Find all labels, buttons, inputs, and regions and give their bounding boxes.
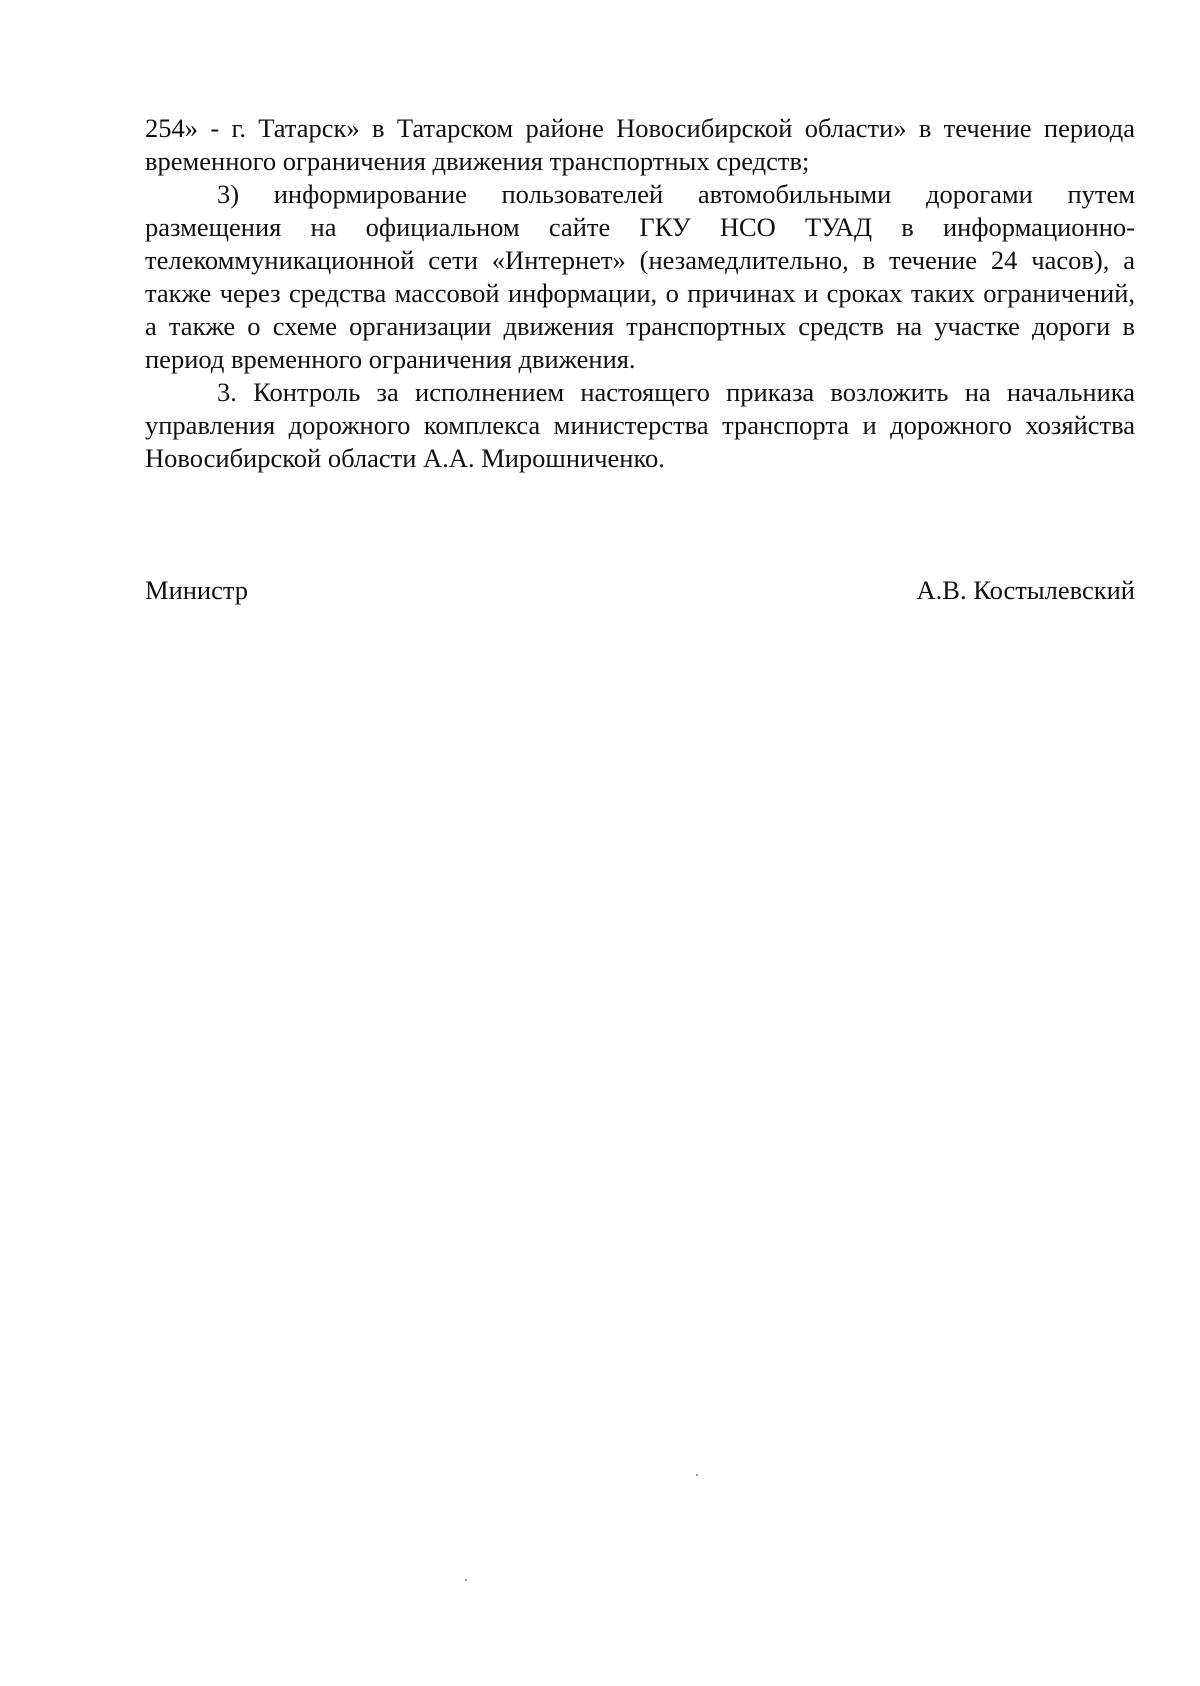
paragraph-continuation: 254» - г. Татарск» в Татарском районе Новосибирской области» в течение периода временного ограничения движения транспортных средств; (145, 113, 1135, 176)
paragraph-item-3: 3) информирование пользователей автомобильными дорогами путем размещения на официальном сайте ГКУ НСО ТУАД в информационно-телекоммуникационной сети «Интернет» (незамедлительно, в течение 24 часов), а также через средства массовой информации, о причинах и сроках таких ограничений, а также о схеме организации движения транспортных средств на участке дороги в период временного ограничения движения. (145, 179, 1135, 374)
signatory-position: Министр (145, 575, 249, 605)
scan-speck (696, 1474, 698, 1476)
scan-speck (465, 1579, 467, 1581)
signature-block (145, 574, 1135, 607)
document-body (145, 112, 1135, 475)
paragraph-control-clause: 3. Контроль за исполнением настоящего приказа возложить на начальника управления дорожного комплекса министерства транспорта и дорожного хозяйства Новосибирской области А.А. Мирошниченко. (145, 377, 1135, 473)
signatory-name: А.В. Костылевский (916, 575, 1135, 605)
